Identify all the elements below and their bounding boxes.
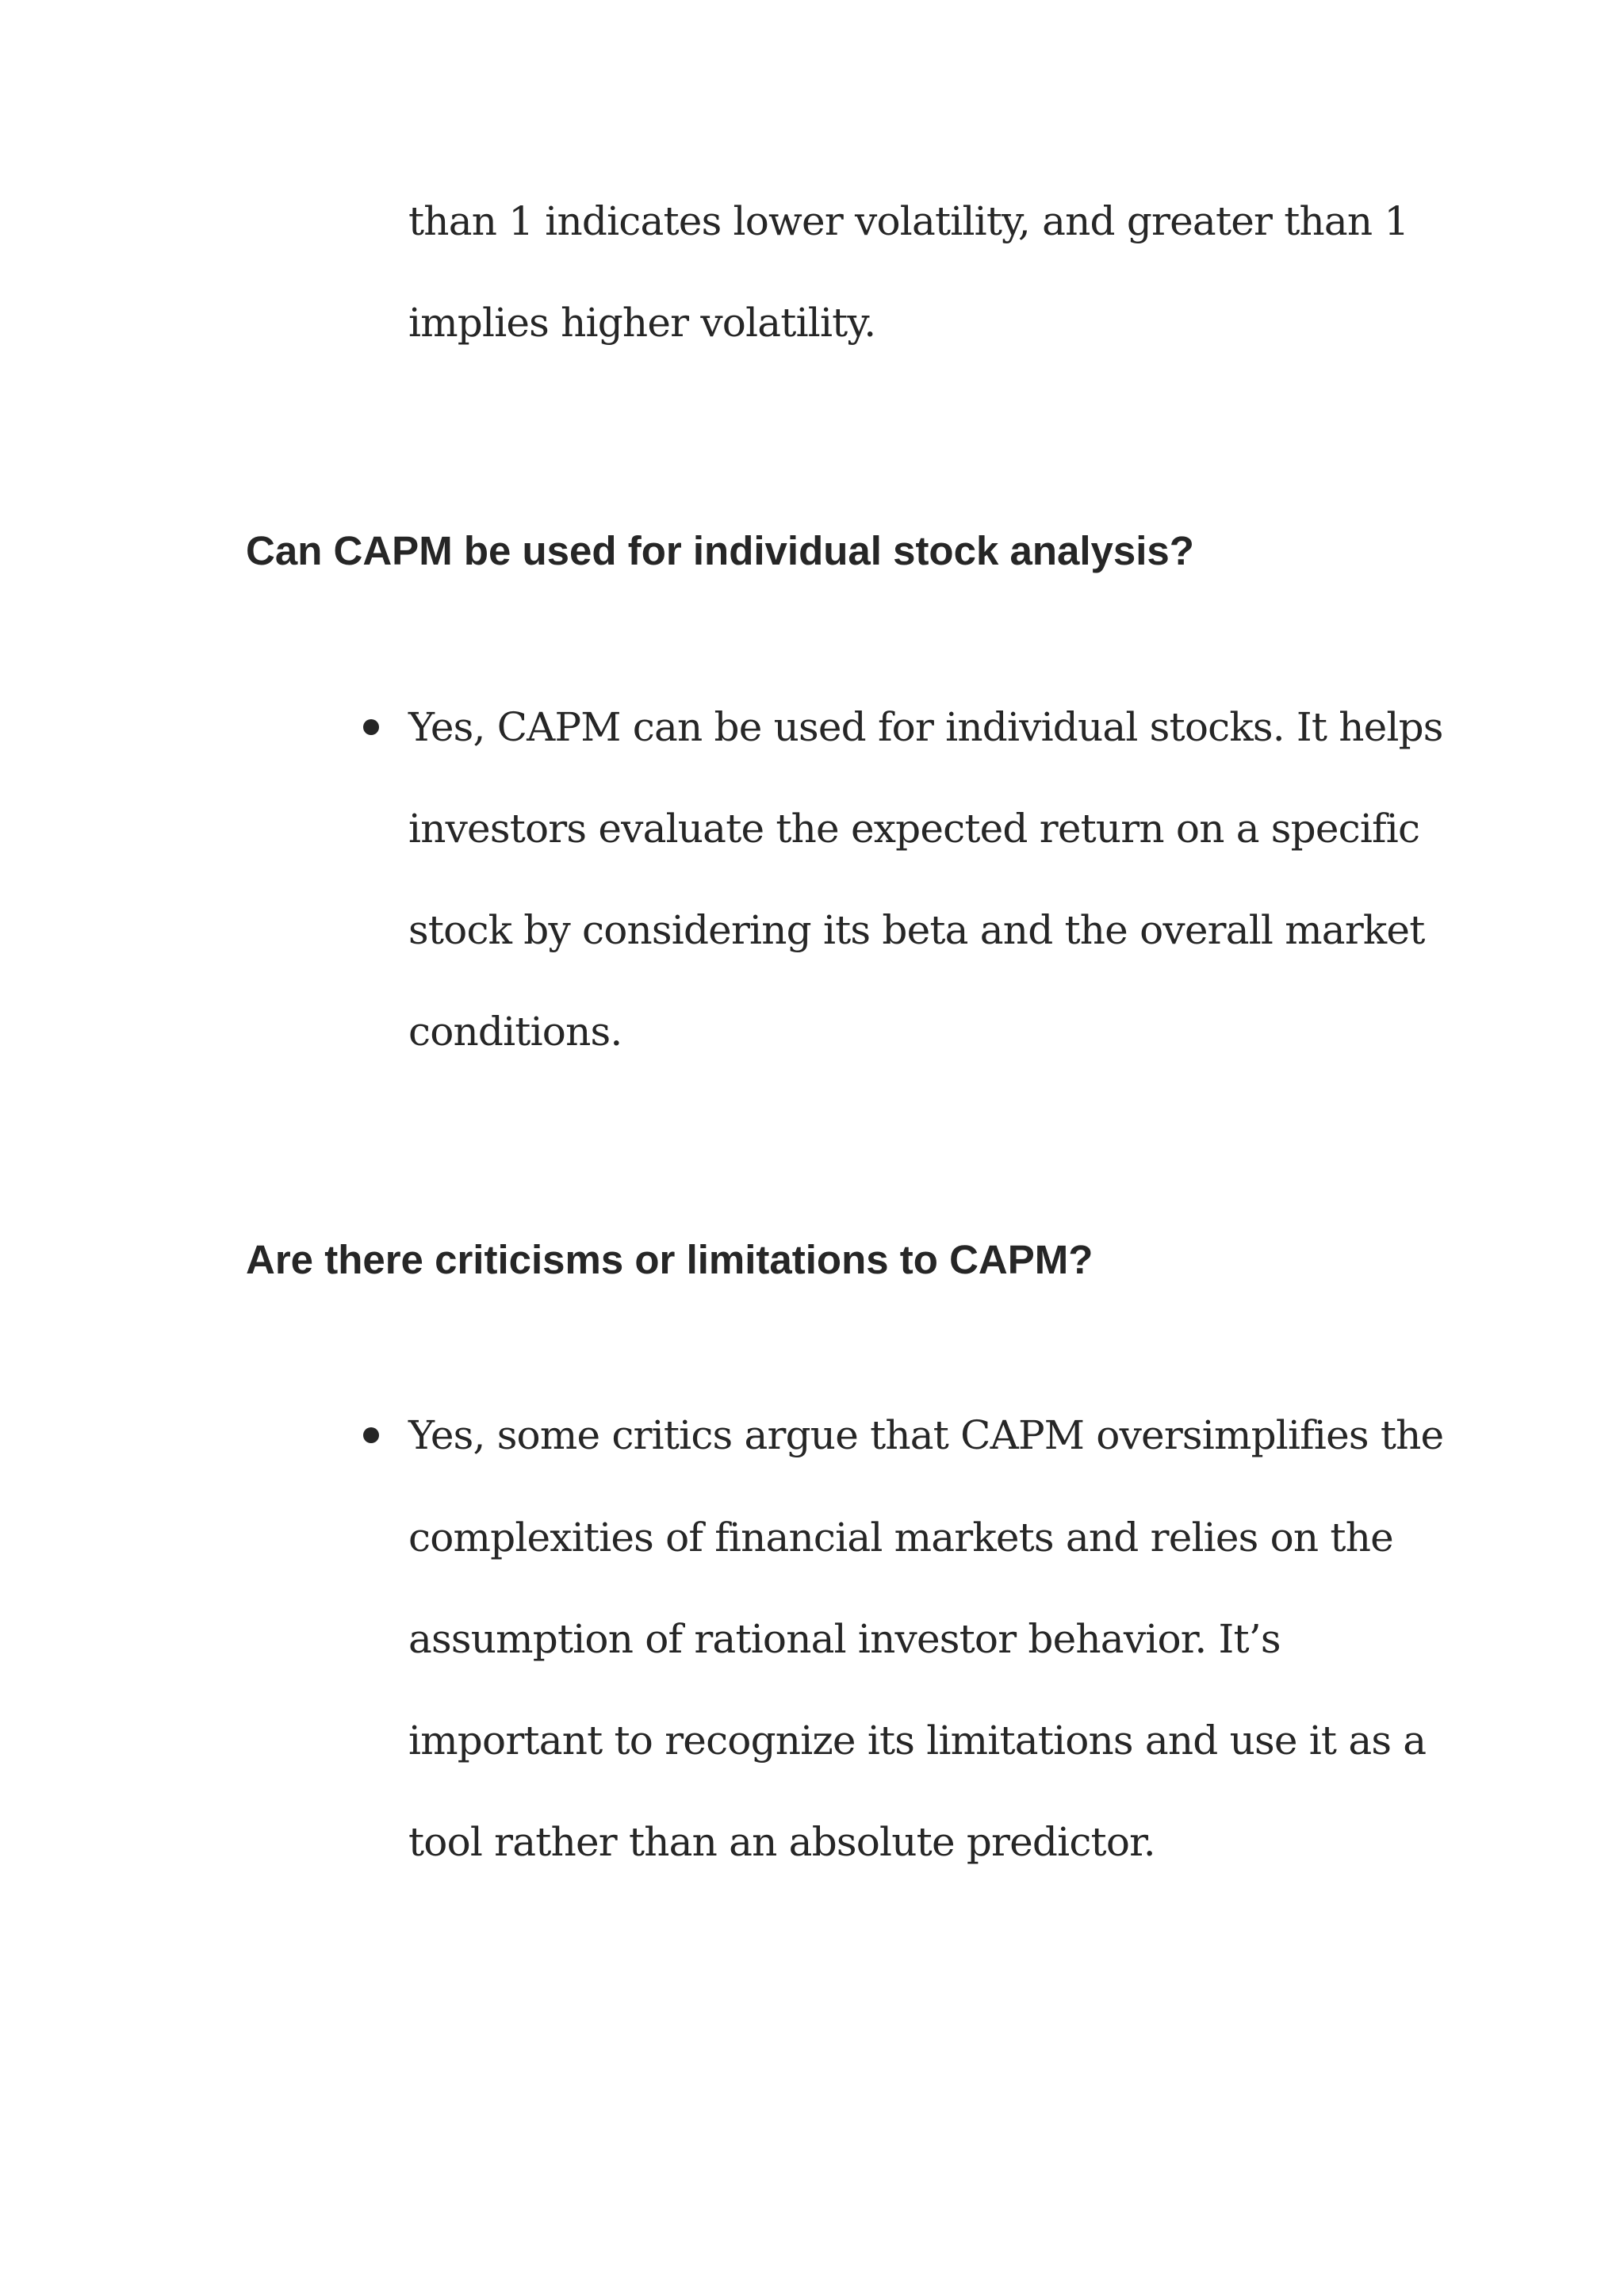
bullet-text-line: Yes, CAPM can be used for individual stocks. It helps [408,704,1443,750]
bullet-dot [363,1427,379,1443]
bullet-text-line: stock by considering its beta and the overall market [408,907,1425,953]
section-heading: Are there criticisms or limitations to CAPM? [246,1237,1094,1282]
bullet-text-line: important to recognize its limitations and use it as a [408,1718,1427,1764]
bullet-text-line: Yes, some critics argue that CAPM oversimplifies the [408,1412,1444,1458]
bullet-text-line: conditions. [408,1009,622,1055]
bullet-text-line: complexities of financial markets and relies on the [408,1515,1393,1561]
bullet-text-line: investors evaluate the expected return on a specific [408,806,1420,852]
paragraph-line: than 1 indicates lower volatility, and greater than 1 [408,198,1409,244]
section-heading: Can CAPM be used for individual stock analysis? [246,528,1194,573]
bullet-dot [363,719,379,735]
bullet-text-line: tool rather than an absolute predictor. [408,1819,1155,1865]
paragraph-line: implies higher volatility. [408,300,876,346]
bullet-text-line: assumption of rational investor behavior. It’s [408,1616,1281,1662]
